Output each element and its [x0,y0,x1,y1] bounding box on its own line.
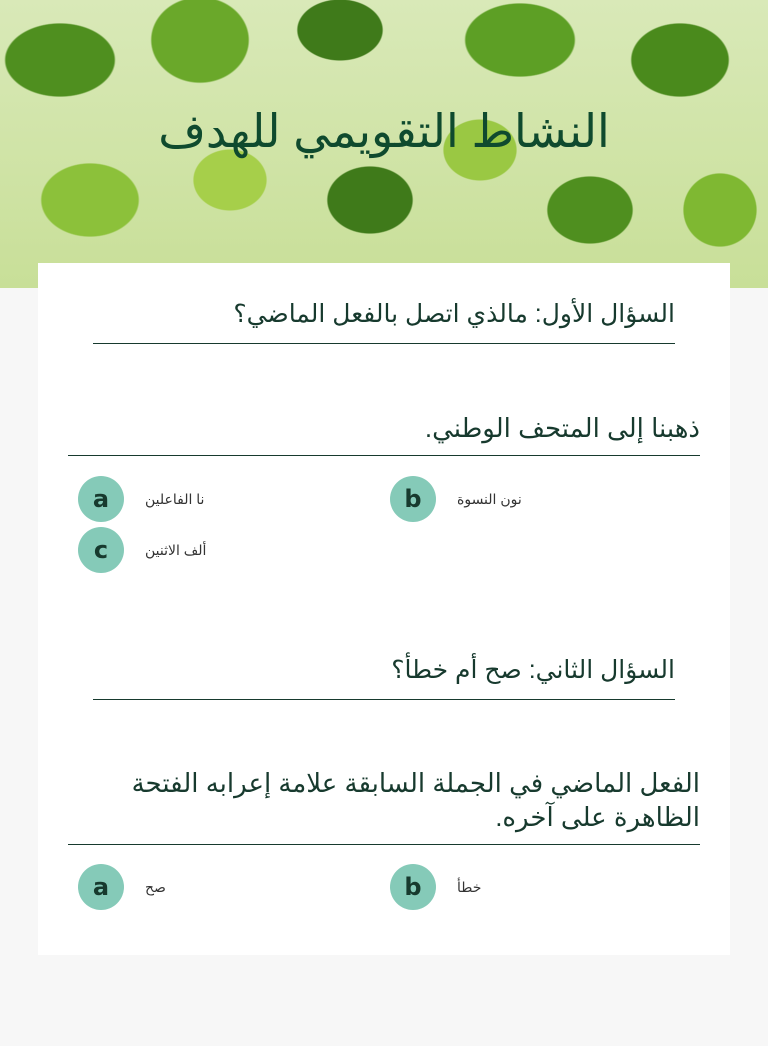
option-a[interactable] [78,864,166,910]
option-label: خطأ [457,878,482,895]
header-banner [0,0,768,288]
question-2-heading: السؤال الثاني: صح أم خطأ؟ [93,655,675,700]
question-1-heading: السؤال الأول: مالذي اتصل بالفعل الماضي؟ [93,299,675,344]
option-b[interactable] [390,864,481,910]
question-2-sentence: الفعل الماضي في الجملة السابقة علامة إعرابه الفتحة الظاهرة على آخره. [68,766,700,845]
option-letter-badge: c [78,527,124,573]
page-title: النشاط التقويمي للهدف [158,105,610,157]
option-label: ألف الاثنين [145,541,207,558]
option-letter-badge: b [390,864,436,910]
option-label: صح [145,878,166,895]
option-letter-badge: b [390,476,436,522]
question-1-sentence: ذهبنا إلى المتحف الوطني. [68,411,700,456]
option-letter-badge: a [78,864,124,910]
option-letter-badge: a [78,476,124,522]
option-label: نا الفاعلين [145,490,205,507]
option-c[interactable] [78,527,206,573]
option-label: نون النسوة [457,490,522,507]
option-a[interactable] [78,476,204,522]
quiz-card [38,263,730,955]
option-b[interactable] [390,476,522,522]
